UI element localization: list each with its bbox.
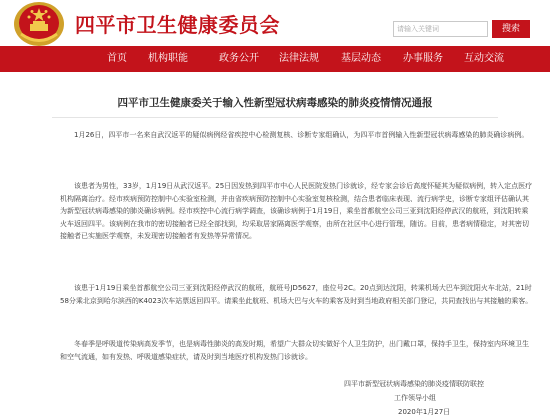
nav-item-laws[interactable]: 法律法规 xyxy=(279,53,319,64)
nav-item-functions[interactable]: 机构职能 xyxy=(148,53,188,64)
search-input[interactable] xyxy=(393,21,488,37)
title-divider xyxy=(52,117,498,118)
nav-item-home[interactable]: 首页 xyxy=(107,53,127,64)
article-paragraph-2: 该患者为男性，33岁，1月19日从武汉返平。25日因发热到四平市中心人民医院发热门诊就诊，经专家会诊后高度怀疑其为疑似病例，转入定点医疗机构隔离治疗。经市疾病预防控制中心实验室检测，并由省疾病预防控制中心实验室复核检测，结合患者临床表现、流行病学史，诊断专家组评估确认其为新型冠状病毒感染的肺炎确诊病例。经市疾控中心流行病学调查，该确诊病例于1月19日，乘坐首都航空公司三亚到沈阳经停武汉的航班，到沈阳转乘火车返回四平。该病例在我市的密切接触者已经全部找到，均采取居家隔离医学观察，由所在社区中心进行管理，随访。目前，患者病情稳定，对其密切接触者已实施医学观察，未发现密切接触者有发热等异常情况。 xyxy=(60,182,533,240)
nav-item-interaction[interactable]: 互动交流 xyxy=(464,53,504,64)
article-panel xyxy=(0,72,550,416)
article-paragraph-3: 该患于1月19日乘坐首都航空公司三亚到沈阳经停武汉的航班，航班号JD5627，座位号2C。20点到达沈阳，转乘机场大巴车到沈阳火车北站，21时58分乘北京到哈尔滨西的K4023次车站票返回四平。请乘坐此航班、机场大巴与火车的乘客及时到当地政府相关部门登记，共同查找出与其接触的乘客。 xyxy=(60,284,533,305)
site-header xyxy=(0,0,550,46)
search-button[interactable]: 搜索 xyxy=(492,20,530,38)
site-title: 四平市卫生健康委员会 xyxy=(75,13,280,37)
article-paragraph-4: 冬春季是呼吸道传染病高发季节，也是病毒性肺炎的高发时期，希望广大群众切实做好个人卫生防护，出门戴口罩，保持手卫生，保持室内环境卫生和空气流通，如有发热、呼吸道感染症状，请及时到当地医疗机构发热门诊就诊。 xyxy=(60,340,529,361)
nav-item-government-affairs[interactable]: 政务公开 xyxy=(219,53,259,64)
national-emblem-icon xyxy=(12,1,66,47)
signature-group: 工作领导小组 xyxy=(394,394,436,402)
nav-item-local-news[interactable]: 基层动态 xyxy=(341,53,381,64)
main-nav xyxy=(0,46,550,72)
article-paragraph-1: 1月26日，四平市一名来自武汉返平的疑似病例经省疾控中心检测复核、诊断专家组确认，为四平市首例输入性新型冠状病毒感染的肺炎确诊病例。 xyxy=(74,131,529,139)
article-title: 四平市卫生健康委关于输入性新型冠状病毒感染的肺炎疫情情况通报 xyxy=(117,97,433,109)
nav-item-services[interactable]: 办事服务 xyxy=(403,53,443,64)
signature-org: 四平市新型冠状病毒感染的肺炎疫情联防联控 xyxy=(344,380,484,388)
signature-date: 2020年1月27日 xyxy=(398,408,451,416)
